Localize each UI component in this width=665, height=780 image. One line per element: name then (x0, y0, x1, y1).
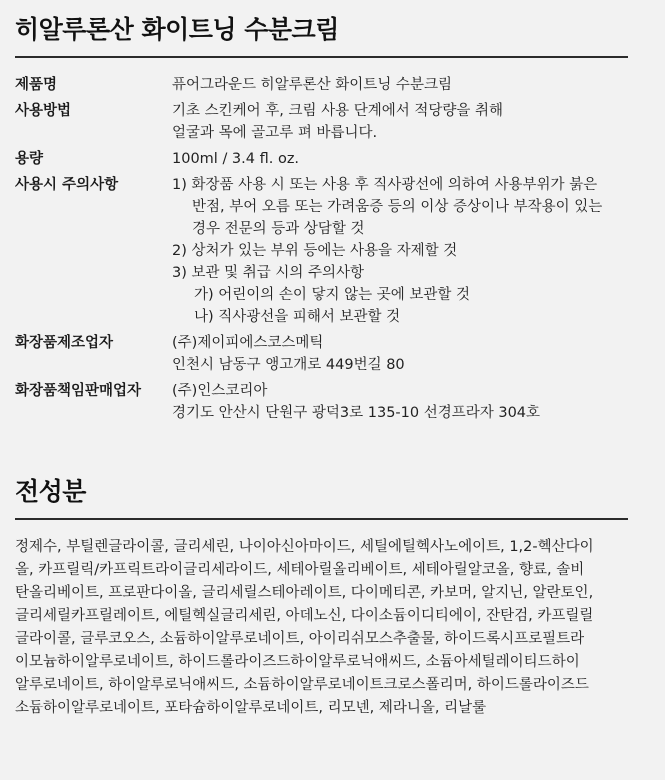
info-label: 화장품제조업자 (15, 335, 114, 351)
info-line: 2) 상처가 있는 부위 등에는 사용을 자제할 것 (172, 243, 458, 259)
ingredients-line: 소듐하이알루로네이트, 포타슘하이알루로네이트, 리모넨, 제라니올, 리날룰 (15, 700, 487, 716)
info-row-manufacturer (15, 332, 628, 376)
ingredients-title: 전성분 (15, 477, 86, 506)
info-value (172, 174, 628, 328)
info-value (172, 100, 628, 144)
info-value (172, 148, 628, 170)
info-line: 1) 화장품 사용 시 또는 사용 후 직사광선에 의하여 사용부위가 붉은 (172, 177, 598, 193)
info-line: (주)인스코리아 (172, 383, 268, 399)
ingredients-line: 이모늄하이알루로네이트, 하이드롤라이즈드하이알루로닉애씨드, 소듐아세틸레이티드하이 (15, 654, 580, 670)
info-line: 얼굴과 목에 골고루 펴 바릅니다. (172, 125, 378, 141)
info-value (172, 380, 628, 424)
info-value (172, 74, 628, 96)
info-row-usage (15, 100, 628, 144)
info-line: 나) 직사광선을 피해서 보관할 것 (194, 309, 401, 325)
ingredients-divider (15, 518, 628, 520)
ingredients-text (15, 536, 628, 720)
info-row-precautions (15, 174, 628, 328)
info-line: 인천시 남동구 앵고개로 449번길 80 (172, 357, 405, 373)
info-label: 사용방법 (15, 103, 72, 119)
info-line: 100ml / 3.4 fl. oz. (172, 151, 300, 167)
info-row-distributor (15, 380, 628, 424)
product-title: 히알루론산 화이트닝 수분크림 (15, 15, 339, 44)
info-label: 용량 (15, 151, 44, 167)
info-line: 반점, 부어 오름 또는 가려움증 등의 이상 증상이나 부작용이 있는 (192, 199, 603, 215)
info-line: 퓨어그라운드 히알루론산 화이트닝 수분크림 (172, 77, 452, 93)
info-value (172, 332, 628, 376)
info-label: 제품명 (15, 77, 58, 93)
info-row-volume (15, 148, 628, 170)
info-line: 가) 어린이의 손이 닿지 않는 곳에 보관할 것 (194, 287, 471, 303)
ingredients-line: 글라이콜, 글루코오스, 소듐하이알루로네이트, 아이리쉬모스추출물, 하이드록시프로필트라 (15, 631, 585, 647)
ingredients-line: 알루로네이트, 하이알루로닉애씨드, 소듐하이알루로네이트크로스폴리머, 하이드롤라이즈드 (15, 677, 589, 693)
info-line: 기초 스킨케어 후, 크림 사용 단계에서 적당량을 취해 (172, 103, 504, 119)
ingredients-line: 탄올리베이트, 프로판다이올, 글리세릴스테아레이트, 다이메티콘, 카보머, 알지닌, 알란토인, (15, 585, 594, 601)
ingredients-line: 올, 카프릴릭/카프릭트라이글리세라이드, 세테아릴올리베이트, 세테아릴알코올, 향료, 솔비 (15, 562, 585, 578)
product-info-table (15, 74, 628, 424)
info-label: 사용시 주의사항 (15, 177, 119, 193)
info-line: 경우 전문의 등과 상담할 것 (192, 221, 365, 237)
info-row-product-name (15, 74, 628, 96)
title-divider (15, 56, 628, 58)
info-label: 화장품책임판매업자 (15, 383, 142, 399)
ingredients-line: 정제수, 부틸렌글라이콜, 글리세린, 나이아신아마이드, 세틸에틸헥사노에이트, 1,2-헥산다이 (15, 539, 594, 555)
info-line: 경기도 안산시 단원구 광덕3로 135-10 선경프라자 304호 (172, 405, 541, 421)
info-line: 3) 보관 및 취급 시의 주의사항 (172, 265, 365, 281)
info-line: (주)제이피에스코스메틱 (172, 335, 324, 351)
ingredients-line: 글리세릴카프릴레이트, 에틸헥실글리세린, 아데노신, 다이소듐이디티에이, 잔탄검, 카프릴릴 (15, 608, 594, 624)
